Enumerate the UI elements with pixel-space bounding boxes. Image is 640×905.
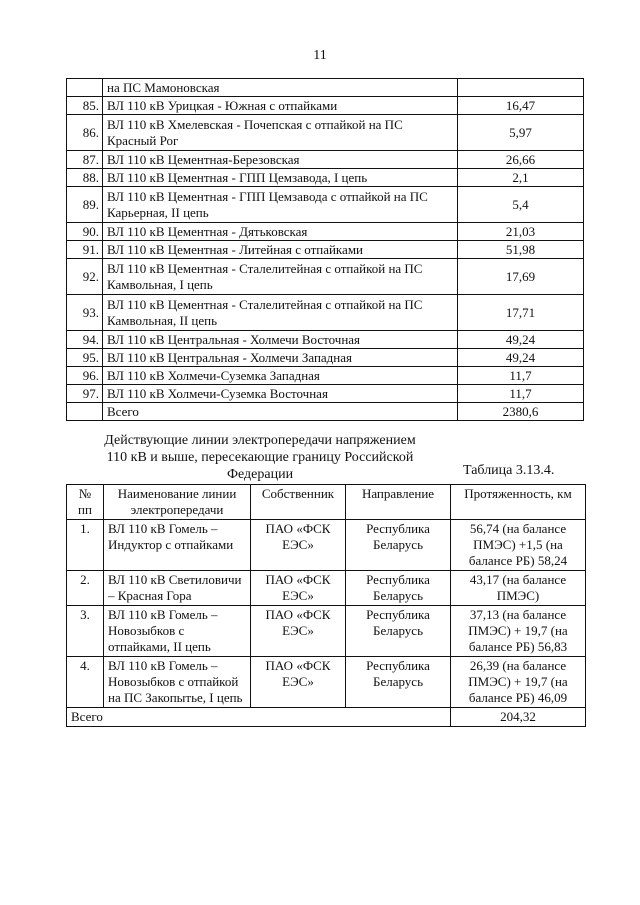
direction: Республика Беларусь (346, 606, 451, 657)
section-heading-line: 110 кВ и выше, пересекающие границу Российской (106, 450, 414, 465)
line-name: ВЛ 110 кВ Урицкая - Южная с отпайками (103, 97, 458, 115)
direction: Республика Беларусь (346, 657, 451, 708)
line-name: ВЛ 110 кВ Гомель – Новозыбков с отпайками, II цепь (104, 606, 251, 657)
line-name: ВЛ 110 кВ Цементная - Дятьковская (103, 223, 458, 241)
header-direction: Направление (346, 485, 451, 520)
owner: ПАО «ФСК ЕЭС» (251, 520, 346, 571)
direction: Республика Беларусь (346, 520, 451, 571)
line-length: 21,03 (458, 223, 584, 241)
row-number: 86. (67, 115, 103, 151)
table-row (67, 367, 584, 385)
table-row (67, 295, 584, 331)
line-length: 26,66 (458, 151, 584, 169)
line-length: 5,4 (458, 187, 584, 223)
line-name: ВЛ 110 кВ Цементная - Сталелитейная с отпайкой на ПС Камвольная, I цепь (103, 259, 458, 295)
row-number: 2. (67, 571, 104, 606)
owner: ПАО «ФСК ЕЭС» (251, 606, 346, 657)
row-number (67, 79, 103, 97)
row-number: 97. (67, 385, 103, 403)
header-row (67, 485, 586, 520)
line-name: ВЛ 110 кВ Гомель – Индуктор с отпайками (104, 520, 251, 571)
line-length: 16,47 (458, 97, 584, 115)
line-length: 2,1 (458, 169, 584, 187)
table-row (67, 520, 586, 571)
total-label: Всего (103, 403, 458, 421)
direction: Республика Беларусь (346, 571, 451, 606)
row-number: 95. (67, 349, 103, 367)
table-row (67, 169, 584, 187)
line-length: 5,97 (458, 115, 584, 151)
total-value: 204,32 (451, 708, 586, 727)
table-row (67, 79, 584, 97)
row-number: 87. (67, 151, 103, 169)
line-length: 49,24 (458, 331, 584, 349)
line-length (458, 79, 584, 97)
header-owner: Собственник (251, 485, 346, 520)
row-number: 92. (67, 259, 103, 295)
table-row (67, 349, 584, 367)
table-row (67, 571, 586, 606)
total-row (67, 403, 584, 421)
line-name: ВЛ 110 кВ Холмечи-Суземка Западная (103, 367, 458, 385)
line-length: 43,17 (на балансе ПМЭС) (451, 571, 586, 606)
total-blank-cell (67, 403, 103, 421)
header-name: Наименование линии электропередачи (104, 485, 251, 520)
total-row (67, 708, 586, 727)
table-row (67, 606, 586, 657)
table-row (67, 97, 584, 115)
line-name: на ПС Мамоновская (103, 79, 458, 97)
line-name: ВЛ 110 кВ Цементная - Литейная с отпайками (103, 241, 458, 259)
owner: ПАО «ФСК ЕЭС» (251, 571, 346, 606)
line-length: 49,24 (458, 349, 584, 367)
table-row (67, 241, 584, 259)
section-heading-line: Действующие линии электропередачи напряжением (104, 433, 416, 448)
total-value: 2380,6 (458, 403, 584, 421)
table-row (67, 115, 584, 151)
row-number: 96. (67, 367, 103, 385)
line-length: 17,71 (458, 295, 584, 331)
owner: ПАО «ФСК ЕЭС» (251, 657, 346, 708)
line-name: ВЛ 110 кВ Цементная - Сталелитейная с отпайкой на ПС Камвольная, II цепь (103, 295, 458, 331)
header-length: Протяженность, км (451, 485, 586, 520)
line-name: ВЛ 110 кВ Центральная - Холмечи Западная (103, 349, 458, 367)
table-row (67, 385, 584, 403)
row-number: 90. (67, 223, 103, 241)
line-name: ВЛ 110 кВ Холмечи-Суземка Восточная (103, 385, 458, 403)
table-caption: Таблица 3.13.4. (463, 463, 555, 478)
line-length: 26,39 (на балансе ПМЭС) + 19,7 (на балансе РБ) 46,09 (451, 657, 586, 708)
row-number: 4. (67, 657, 104, 708)
table-row (67, 223, 584, 241)
line-name: ВЛ 110 кВ Хмелевская - Почепская с отпайкой на ПС Красный Рог (103, 115, 458, 151)
row-number: 85. (67, 97, 103, 115)
total-label: Всего (67, 708, 451, 727)
section-heading-line: Федерации (226, 467, 294, 482)
table-row (67, 657, 586, 708)
section-heading (60, 432, 460, 483)
line-length: 11,7 (458, 385, 584, 403)
power-lines-table (66, 78, 584, 421)
table-row (67, 187, 584, 223)
row-number: 94. (67, 331, 103, 349)
table-row (67, 259, 584, 295)
table-row (67, 331, 584, 349)
page-number: 11 (313, 48, 327, 63)
row-number: 88. (67, 169, 103, 187)
line-name: ВЛ 110 кВ Цементная-Березовская (103, 151, 458, 169)
table-row (67, 151, 584, 169)
line-length: 37,13 (на балансе ПМЭС) + 19,7 (на балансе РБ) 56,83 (451, 606, 586, 657)
line-name: ВЛ 110 кВ Цементная - ГПП Цемзавода, I цепь (103, 169, 458, 187)
row-number: 89. (67, 187, 103, 223)
row-number: 1. (67, 520, 104, 571)
row-number: 3. (67, 606, 104, 657)
line-length: 56,74 (на балансе ПМЭС) +1,5 (на балансе РБ) 58,24 (451, 520, 586, 571)
row-number: 91. (67, 241, 103, 259)
line-name: ВЛ 110 кВ Гомель – Новозыбков с отпайкой на ПС Закопытье, I цепь (104, 657, 251, 708)
header-number: № пп (67, 485, 104, 520)
cross-border-lines-table (66, 484, 586, 727)
line-name: ВЛ 110 кВ Центральная - Холмечи Восточная (103, 331, 458, 349)
line-length: 51,98 (458, 241, 584, 259)
line-length: 17,69 (458, 259, 584, 295)
line-length: 11,7 (458, 367, 584, 385)
row-number: 93. (67, 295, 103, 331)
line-name: ВЛ 110 кВ Цементная - ГПП Цемзавода с отпайкой на ПС Карьерная, II цепь (103, 187, 458, 223)
line-name: ВЛ 110 кВ Светиловичи – Красная Гора (104, 571, 251, 606)
